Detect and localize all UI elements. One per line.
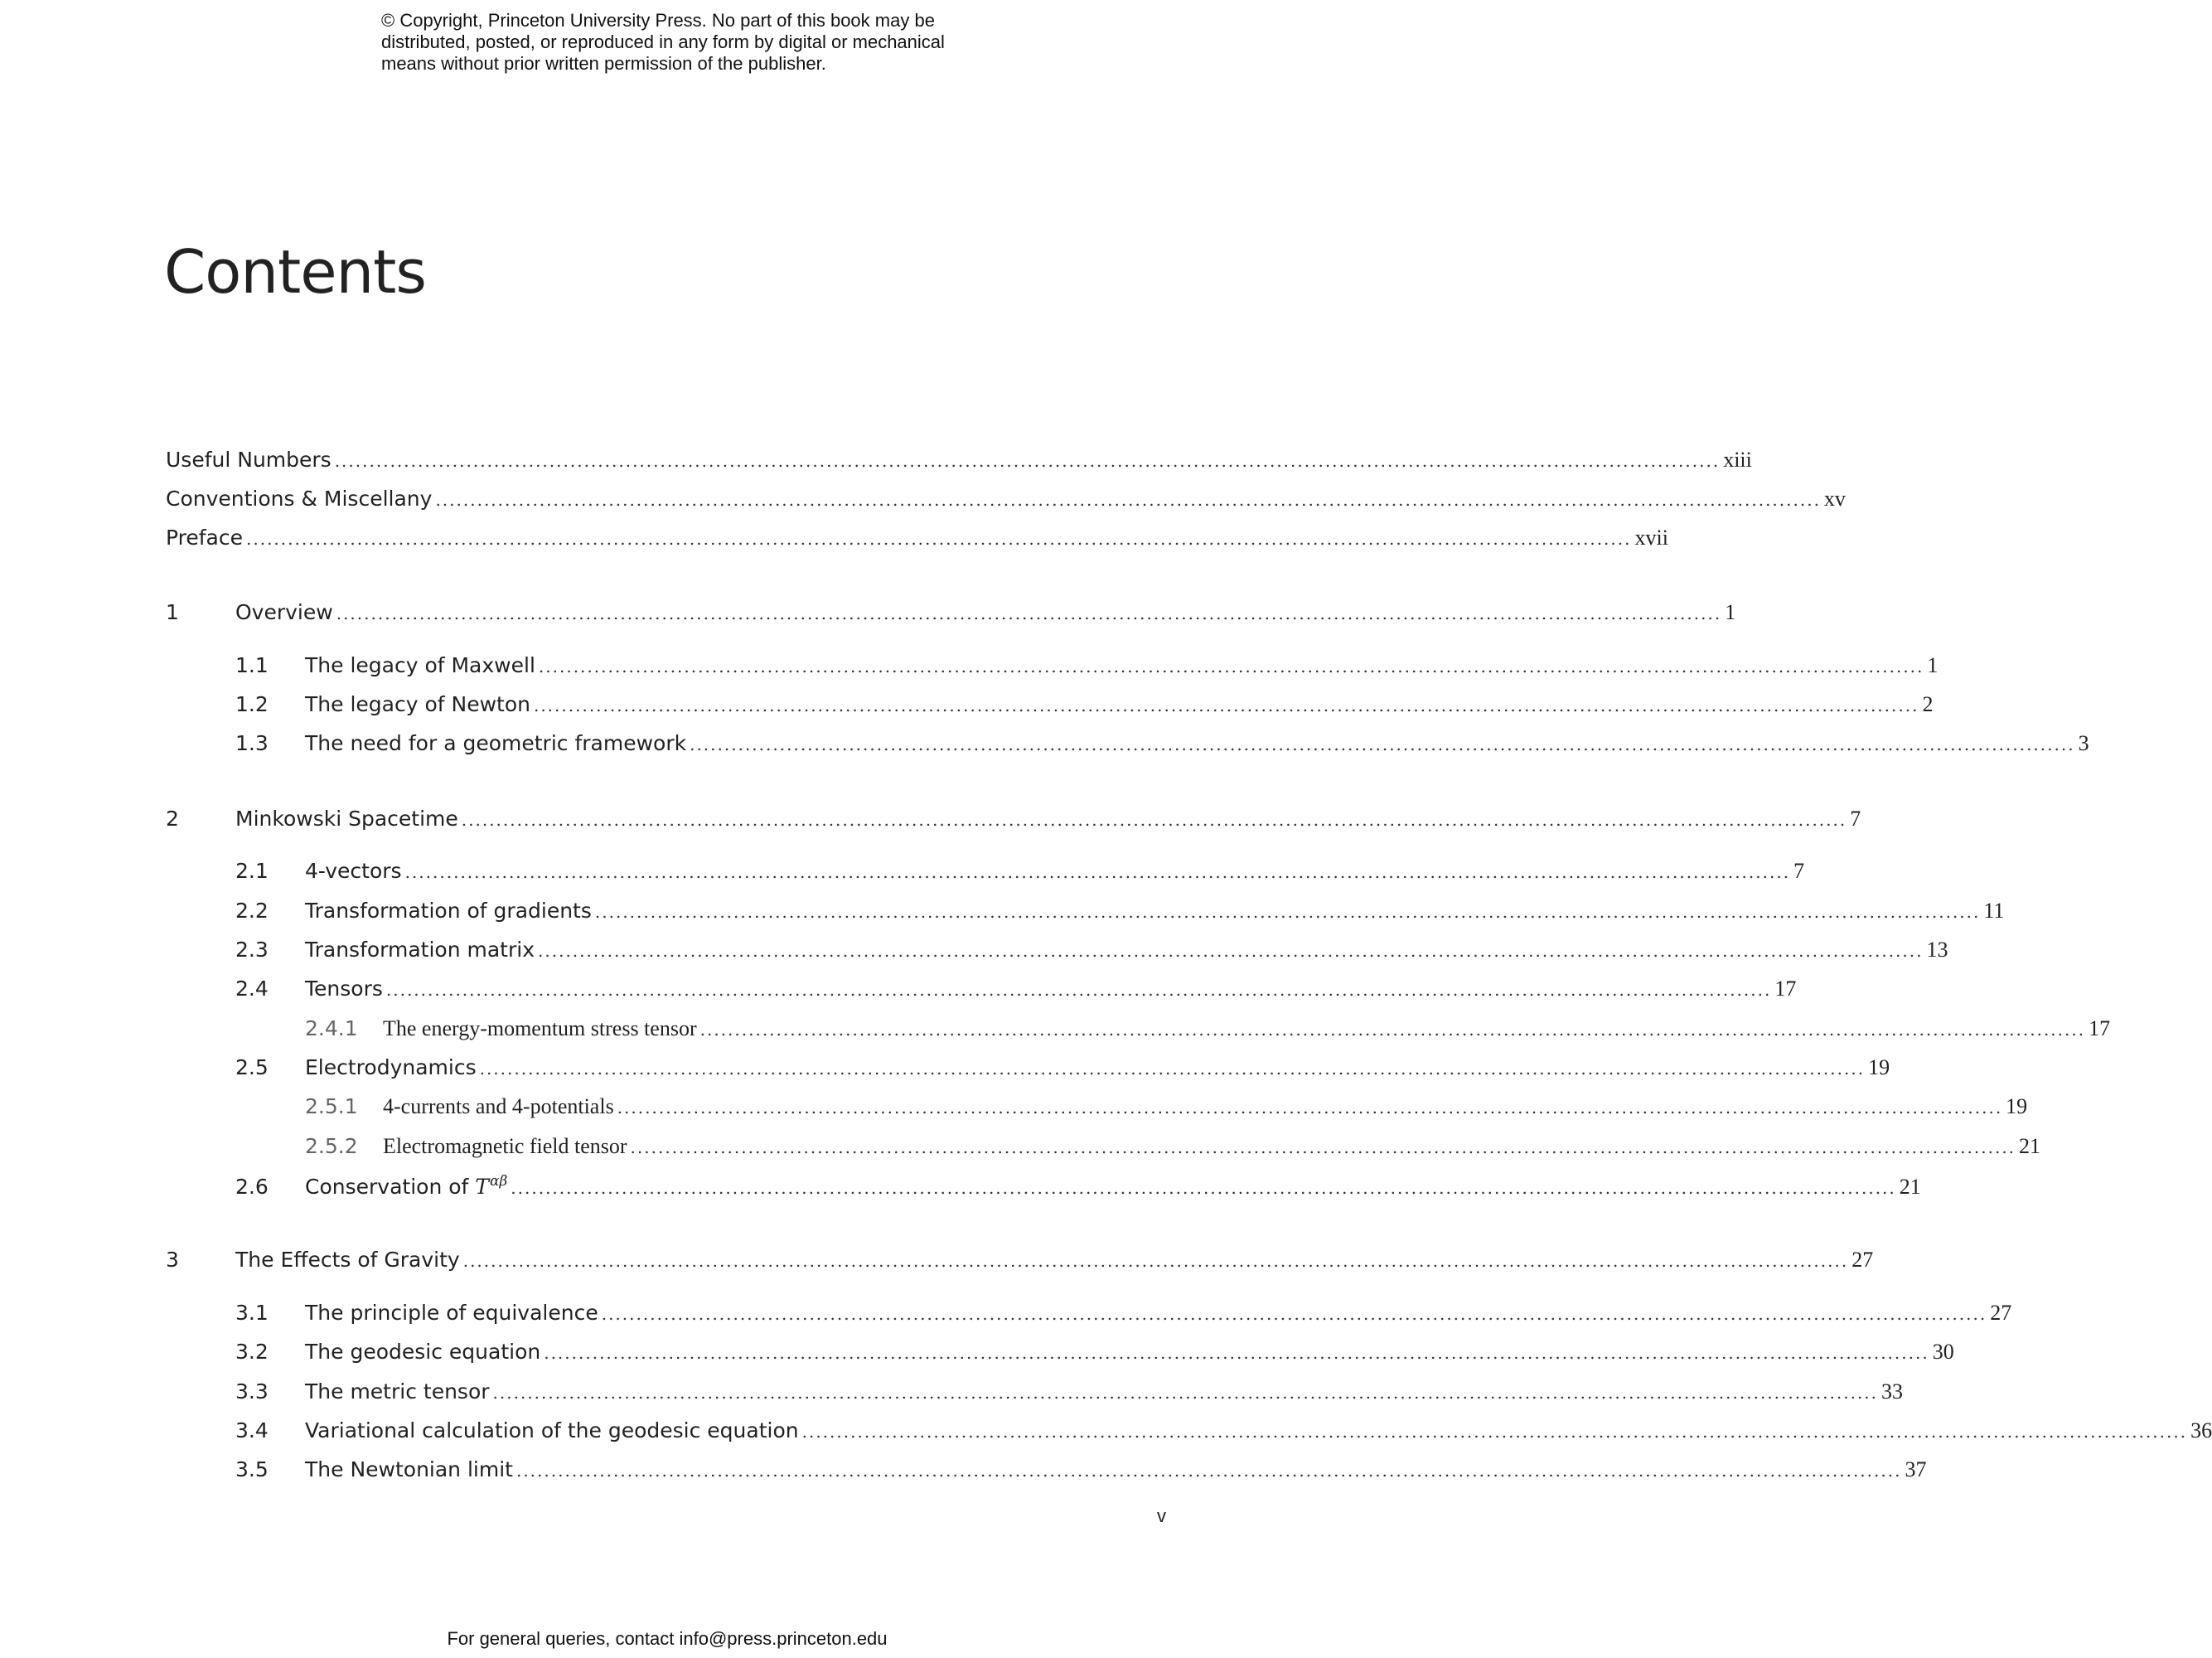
toc-entry-page: xvii [1634,526,1668,550]
toc-entry-label: The legacy of Newton [305,692,530,716]
toc-entry-label: The need for a geometric framework [305,731,687,755]
dot-leader: ........................................................................................................................................................................................................ [630,1137,2016,1157]
toc-entry-number: 3.2 [235,1340,269,1364]
toc-entry-number: 1.2 [235,692,269,716]
toc-entry-page: 21 [1899,1175,1921,1199]
toc-entry-number: 3.4 [235,1418,269,1442]
toc-chapter-1[interactable] [166,600,1736,630]
toc-section-1-2[interactable] [235,692,1934,722]
toc-entry-label: The energy-momentum stress tensor [383,1016,697,1040]
toc-entry-label: Useful Numbers [166,448,332,472]
toc-entry-number: 2.6 [235,1175,269,1199]
tensor-base: T [475,1175,489,1199]
toc-entry-label: 4-currents and 4-potentials [383,1094,614,1118]
toc-entry-page: 19 [1868,1055,1890,1079]
toc-entry-page: 3 [2078,731,2089,755]
toc-section-3-1[interactable] [235,1301,2012,1331]
toc-entry-page: 30 [1932,1340,1954,1364]
toc-subsection-2-5-2[interactable] [305,1134,2041,1164]
toc-entry-label: Preface [166,526,243,550]
toc-entry-number: 1.3 [235,731,269,755]
toc-entry-page: 19 [2006,1094,2028,1118]
dot-leader: ........................................................................................................................................................................................................ [334,451,1721,471]
dot-leader: ........................................................................................................................................................................................................ [699,1020,2086,1040]
toc-entry-number: 2.4.1 [305,1016,358,1040]
toc-entry-page: xv [1823,487,1846,511]
toc-entry-page: 7 [1793,859,1805,883]
toc-entry-number: 2.2 [235,899,269,923]
toc-entry-label: Transformation matrix [305,938,535,962]
toc-section-3-4[interactable] [235,1418,2212,1448]
dot-leader: ........................................................................................................................................................................................................ [690,734,2075,754]
toc-entry-number: 1.1 [235,653,269,677]
dot-leader: ........................................................................................................................................................................................................ [461,810,1847,830]
toc-entry-page: xiii [1723,448,1752,472]
toc-entry-page: 36 [2190,1418,2212,1442]
toc-section-2-2[interactable] [235,899,2005,928]
toc-entry-label: Electromagnetic field tensor [383,1134,627,1158]
toc-entry-number: 2.3 [235,938,269,962]
dot-leader: ........................................................................................................................................................................................................ [538,657,1924,676]
toc-entry-page: 1 [1725,600,1736,624]
toc-section-3-5[interactable] [235,1457,1927,1487]
toc-section-3-3[interactable] [235,1379,1904,1409]
toc-entry-label: Conventions & Miscellany [166,487,433,511]
tensor-superscript: αβ [489,1173,508,1190]
toc-entry-page: 1 [1927,653,1939,677]
toc-section-2-1[interactable] [235,859,1805,889]
toc-entry-page: 2 [1922,692,1934,716]
page-title: Contents [164,237,426,307]
dot-leader: ........................................................................................................................................................................................................ [515,1461,1902,1481]
dot-leader: ........................................................................................................................................................................................................ [538,941,1924,961]
dot-leader: ........................................................................................................................................................................................................ [435,490,1821,510]
dot-leader: ........................................................................................................................................................................................................ [246,529,1632,549]
dot-leader: ........................................................................................................................................................................................................ [385,980,1772,1000]
toc-entry-page: 17 [2089,1016,2111,1040]
toc-entry-number: 2.5.2 [305,1134,358,1158]
toc-entry-number: 3.3 [235,1379,269,1403]
dot-leader: ........................................................................................................................................................................................................ [801,1422,2188,1442]
toc-chapter-3[interactable] [166,1248,1874,1277]
toc-entry-page: 7 [1850,807,1861,831]
toc-entry-number: 2.4 [235,977,269,1001]
copyright-notice: © Copyright, Princeton University Press. No part of this book may be distributed, posted, or reproduced in any form by digital or mechanical means without prior written permission of the publisher. [381,10,945,74]
toc-section-2-3[interactable] [235,938,1948,967]
toc-entry-number: 2 [166,807,179,831]
toc-entry-page: 33 [1881,1379,1904,1403]
toc-entry-label: Variational calculation of the geodesic equation [305,1418,799,1442]
toc-entry-page: 17 [1774,977,1797,1001]
toc-entry-number: 1 [166,600,179,624]
toc-entry-label-text: Conservation of [305,1175,476,1199]
dot-leader: ........................................................................................................................................................................................................ [462,1251,1849,1271]
toc-chapter-2[interactable] [166,807,1861,836]
page-number: v [1157,1505,1166,1526]
dot-leader: ........................................................................................................................................................................................................ [511,1178,1896,1198]
dot-leader: ........................................................................................................................................................................................................ [492,1383,1879,1403]
footer-contact: For general queries, contact info@press.princeton.edu [447,1628,888,1649]
toc-entry-preface[interactable] [166,526,1668,555]
toc-entry-number: 2.5 [235,1055,269,1079]
toc-entry-page: 13 [1926,938,1948,962]
toc-entry-number: 3.5 [235,1457,269,1481]
toc-section-1-1[interactable] [235,653,1939,683]
toc-entry-page: 27 [1851,1248,1874,1272]
toc-entry-label: The Effects of Gravity [235,1248,460,1272]
toc-entry-page: 21 [2019,1134,2041,1158]
dot-leader: ........................................................................................................................................................................................................ [601,1304,1987,1324]
toc-entry-label: The geodesic equation [305,1340,541,1364]
toc-entry-page: 37 [1905,1457,1927,1481]
toc-entry-label: Overview [235,600,333,624]
toc-section-2-6[interactable] [235,1173,1921,1203]
dot-leader: ........................................................................................................................................................................................................ [404,862,1791,882]
toc-entry-label: Minkowski Spacetime [235,807,458,831]
dot-leader: ........................................................................................................................................................................................................ [479,1059,1866,1079]
toc-entry-label [305,1173,507,1199]
toc-section-1-3[interactable] [235,731,2089,761]
toc-entry-label: The legacy of Maxwell [305,653,535,677]
dot-leader: ........................................................................................................................................................................................................ [336,604,1722,623]
toc-entry-page: 11 [1983,899,2005,923]
dot-leader: ........................................................................................................................................................................................................ [533,696,1919,715]
toc-subsection-2-5-1[interactable] [305,1094,2028,1124]
toc-entry-label: Electrodynamics [305,1055,477,1079]
toc-subsection-2-4-1[interactable] [305,1016,2111,1046]
toc-entry-page: 27 [1990,1301,2012,1325]
toc-entry-label: The Newtonian limit [305,1457,513,1481]
toc-entry-number: 3 [166,1248,179,1272]
toc-entry-label: 4-vectors [305,859,402,883]
toc-section-3-2[interactable] [235,1340,1954,1370]
dot-leader: ........................................................................................................................................................................................................ [617,1098,2003,1117]
toc-entry-label: Tensors [305,977,383,1001]
toc-entry-label: The principle of equivalence [305,1301,598,1325]
toc-entry-label: Transformation of gradients [305,899,592,923]
toc-entry-number: 3.1 [235,1301,269,1325]
toc-entry-number: 2.5.1 [305,1094,358,1118]
dot-leader: ........................................................................................................................................................................................................ [544,1343,1929,1363]
toc-entry-useful-numbers[interactable] [166,448,1752,478]
toc-entry-number: 2.1 [235,859,269,883]
toc-entry-conventions[interactable] [166,487,1846,516]
toc-section-2-5[interactable] [235,1055,1890,1085]
dot-leader: ........................................................................................................................................................................................................ [594,902,1981,922]
toc-section-2-4[interactable] [235,977,1797,1006]
toc-entry-label: The metric tensor [305,1379,490,1403]
tensor-symbol [475,1175,507,1199]
